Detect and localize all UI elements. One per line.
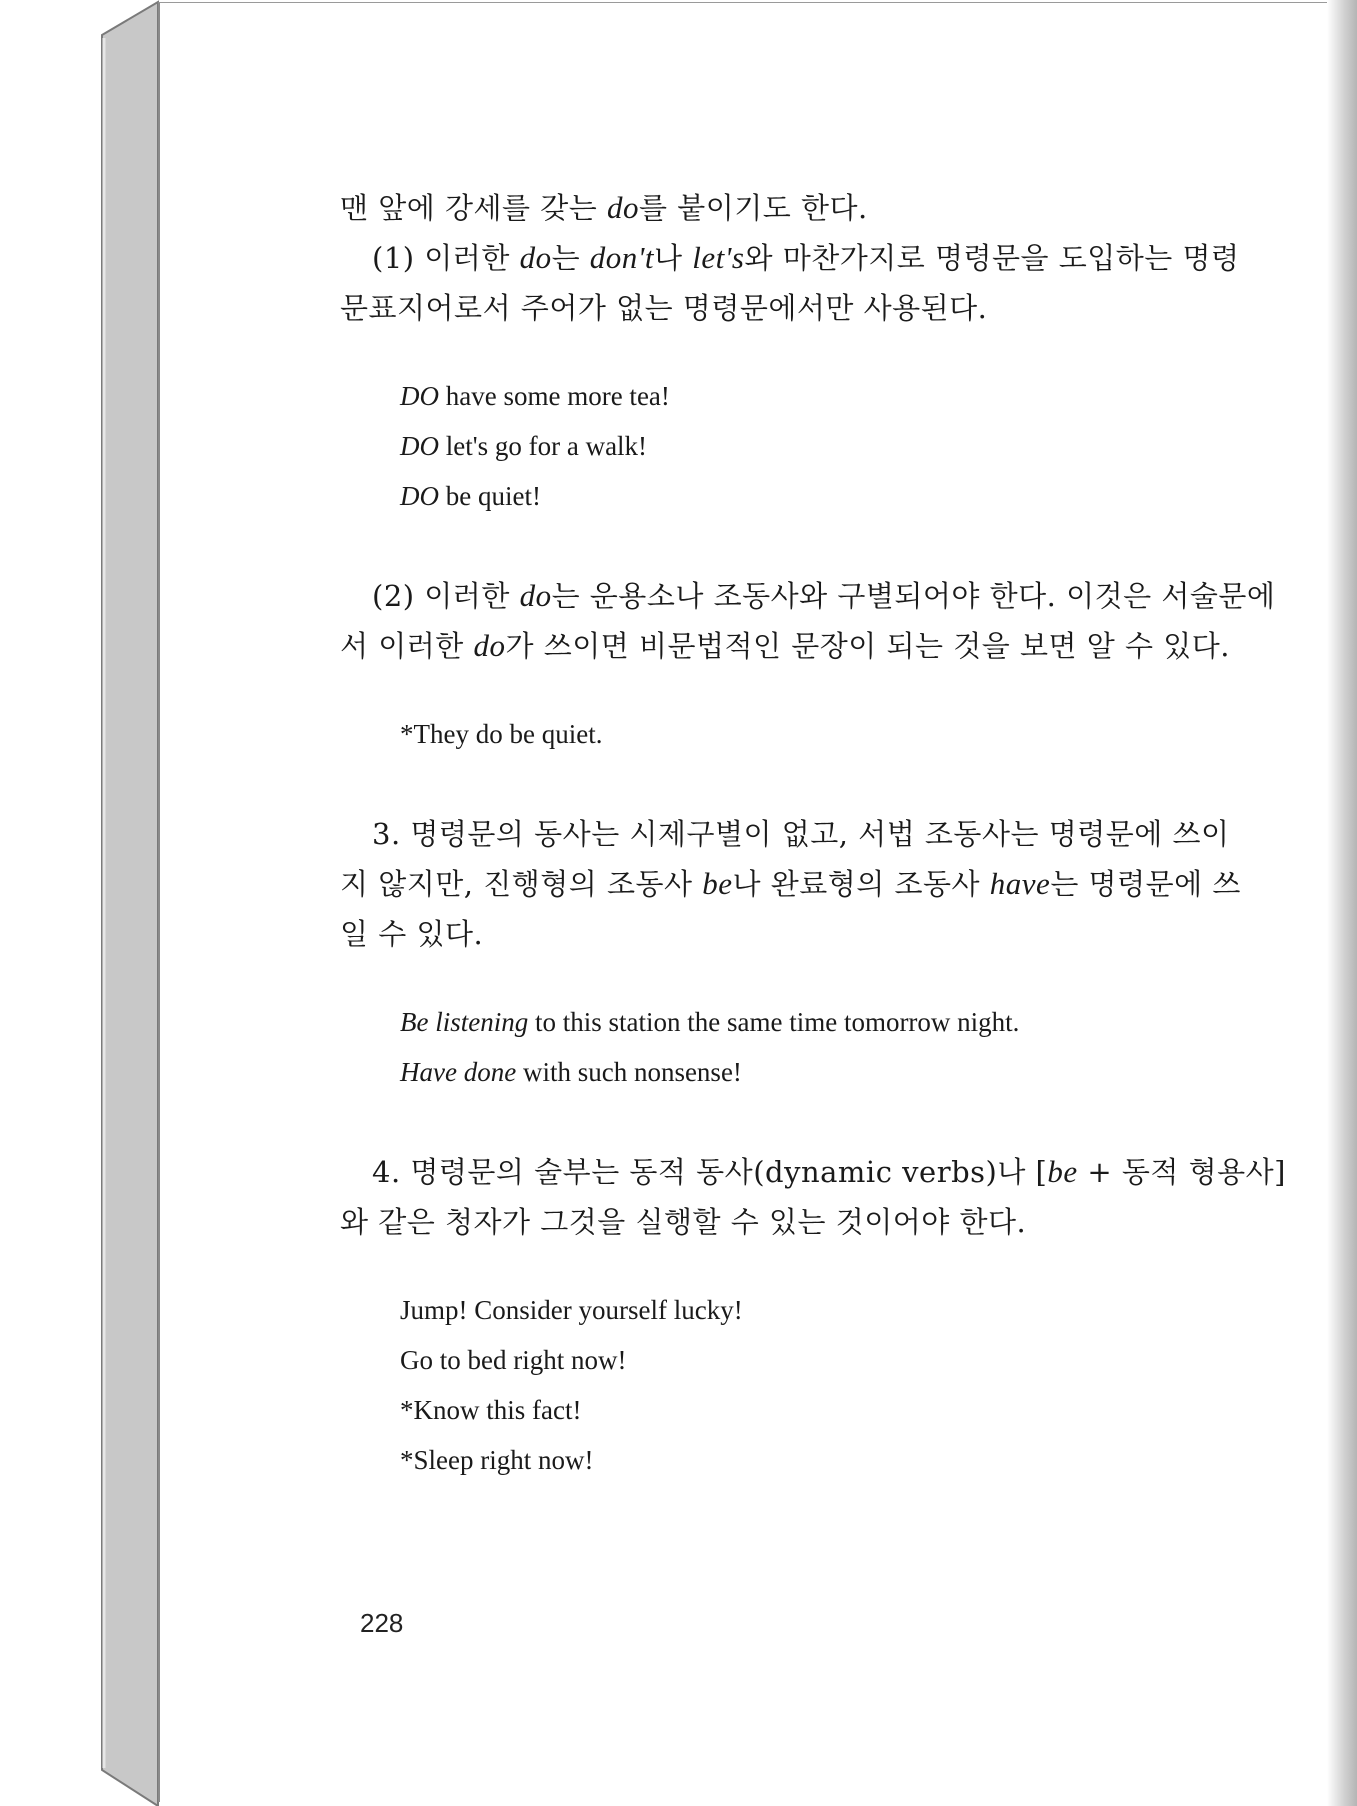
text-line: (2) 이러한 do는 운용소나 조동사와 구별되어야 한다. 이것은 서술문에 xyxy=(372,578,1276,613)
book-page xyxy=(158,2,1338,1802)
page-content xyxy=(340,183,1286,1485)
text-line: 문표지어로서 주어가 없는 명령문에서만 사용된다. xyxy=(340,291,988,325)
text-line: 서 이러한 do가 쓰이면 비문법적인 문장이 되는 것을 보면 알 수 있다. xyxy=(340,628,1230,663)
example-sentence: Be listening to this station the same time tomorrow night. xyxy=(400,1007,1020,1037)
example-sentence: DO have some more tea! xyxy=(400,381,670,411)
example-sentence: *They do be quiet. xyxy=(400,719,603,749)
example-sentence: DO let's go for a walk! xyxy=(400,431,648,461)
text-line: (1) 이러한 do는 don't나 let's와 마찬가지로 명령문을 도입하는 명령 xyxy=(372,240,1240,275)
example-sentence: Go to bed right now! xyxy=(400,1345,627,1375)
book-spine-edge xyxy=(0,0,160,1806)
text-line: 4. 명령문의 술부는 동적 동사(dynamic verbs)나 [be + 동적 형용사] xyxy=(372,1154,1286,1189)
text-line: 3. 명령문의 동사는 시제구별이 없고, 서법 조동사는 명령문에 쓰이 xyxy=(372,817,1230,851)
page-edge-shadow xyxy=(1327,0,1357,1806)
example-sentence: *Know this fact! xyxy=(400,1395,582,1425)
example-sentence: DO be quiet! xyxy=(400,481,541,511)
text-line: 지 않지만, 진행형의 조동사 be나 완료형의 조동사 have는 명령문에 쓰 xyxy=(340,866,1241,901)
example-sentence: *Sleep right now! xyxy=(400,1445,594,1475)
example-sentence: Jump! Consider yourself lucky! xyxy=(400,1295,743,1325)
text-line: 일 수 있다. xyxy=(340,917,484,951)
example-sentence: Have done with such nonsense! xyxy=(400,1057,742,1087)
page-number: 228 xyxy=(360,1608,404,1638)
text-line: 맨 앞에 강세를 갖는 do를 붙이기도 한다. xyxy=(340,190,868,225)
text-line: 와 같은 청자가 그것을 실행할 수 있는 것이어야 한다. xyxy=(340,1205,1027,1239)
